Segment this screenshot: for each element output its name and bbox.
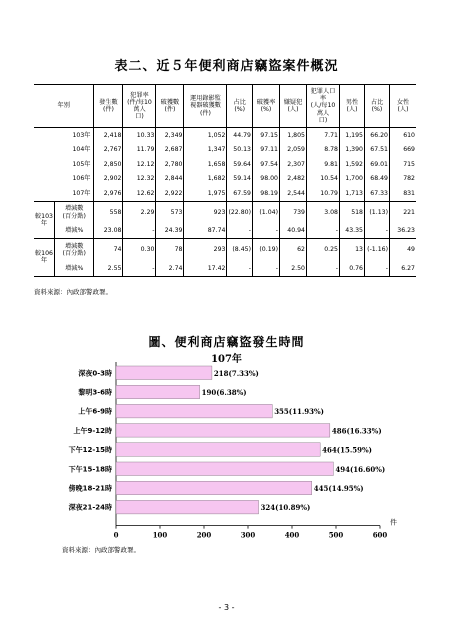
x-tick-label: 500 [328,530,344,540]
category-label: 下午12-15時 [68,446,112,455]
table-cell: 66.20 [365,128,390,143]
table-cell: 610 [390,128,417,143]
category-label: 上午9-12時 [73,426,112,435]
table-title: 表二、近５年便利商店竊盜案件概況 [114,59,339,74]
bar [116,385,200,399]
table-cell: 1,592 [340,157,365,172]
bar [116,443,320,457]
table-cell: 78 [156,239,184,262]
table-cell: (0.19) [253,239,280,262]
group-label: 較103 年 [34,201,55,239]
table-cell: 59.14 [227,172,253,187]
table-cell: 98.19 [253,186,280,201]
table-cell: 87.74 [184,224,227,239]
data-label: 445(14.95%) [313,483,364,493]
x-tick-label: 600 [372,530,388,540]
row-label: 106年 [72,175,91,183]
bar [116,424,330,438]
table-cell: 2,767 [94,143,123,158]
table-cell: 44.79 [227,128,253,143]
table-cell: 17.42 [184,261,227,276]
bar [116,462,333,476]
table-cell: 221 [390,201,417,224]
table-cell: - [365,261,390,276]
table-cell: 67.51 [365,143,390,158]
table-cell: 98.00 [253,172,280,187]
table-cell: - [253,261,280,276]
data-label: 464(15.59%) [322,445,372,455]
table-cell: 782 [390,172,417,187]
table-cell: 0.25 [307,239,340,262]
table-cell: 12.12 [123,157,156,172]
x-tick-label: 400 [284,530,300,540]
table-cell: 715 [390,157,417,172]
category-label: 下午15-18時 [68,465,112,474]
x-unit-label: 件 [390,518,397,527]
table-cell: - [253,224,280,239]
data-label: 324(10.89%) [260,503,311,513]
table-cell: 97.11 [253,143,280,158]
table-cell: 1,390 [340,143,365,158]
bar [116,500,259,514]
table-cell: - [227,261,253,276]
table-cell: 923 [184,201,227,224]
table-cell: 74 [94,239,123,262]
table-cell: 23.08 [94,224,123,239]
table-cell: (1.13) [365,201,390,224]
table-cell: 2,780 [156,157,184,172]
chart-source: 資料來源：內政部警政署。 [62,546,140,554]
table-cell: 10.33 [123,128,156,143]
category-label: 上午6-9時 [78,407,112,416]
table-cell: - [307,224,340,239]
table-cell: - [123,261,156,276]
table-cell: 2,922 [156,186,184,201]
table-cell: 2,976 [94,186,123,201]
x-tick-label: 300 [240,530,256,540]
table-cell: 1,713 [340,186,365,201]
table-cell: - [123,224,156,239]
table-cell: 68.49 [365,172,390,187]
column-header: 男性 (人) [340,85,365,128]
row-label: 107年 [72,189,91,197]
table-cell: 11.79 [123,143,156,158]
table-cell: 2,349 [156,128,184,143]
column-header: 發生數 (件) [94,85,123,128]
bar [116,404,272,418]
row-label: 105年 [72,160,91,168]
data-label: 355(11.93%) [274,407,325,417]
table-cell: (-1.16) [365,239,390,262]
column-header: 破獲率 (%) [253,85,280,128]
data-label: 190(6.38%) [201,387,247,397]
table-cell: 0.30 [123,239,156,262]
row-label: 增減數 (百分點) [55,201,94,224]
table-cell: (1.04) [253,201,280,224]
column-header: 犯罪人口率 (人/每10萬人 口) [307,85,340,128]
data-label: 494(16.60%) [335,464,386,474]
table-cell: 1,052 [184,128,227,143]
row-label: 增減% [55,224,94,239]
table-cell: 40.94 [280,224,307,239]
table-cell: - [307,261,340,276]
table-cell: 1,347 [184,143,227,158]
category-label: 黎明3-6時 [78,388,112,397]
table-cell: 2.29 [123,201,156,224]
table-cell: 10.79 [307,186,340,201]
table-cell: 97.54 [253,157,280,172]
data-label: 218(7.33%) [213,368,259,378]
column-header: 犯罪率 (件/每10萬人 口) [123,85,156,128]
row-label: 103年 [34,128,94,143]
table-cell: 2,850 [94,157,123,172]
table-cell: 558 [94,201,123,224]
table-cell: 59.64 [227,157,253,172]
table-cell: 1,195 [340,128,365,143]
table-cell: 6.27 [390,261,417,276]
table-cell: 3.08 [307,201,340,224]
page-number: - 3 - [218,603,235,612]
row-label: 增減% [55,261,94,276]
table-cell: 2,482 [280,172,307,187]
table-cell: 7.71 [307,128,340,143]
group-label: 較106 年 [34,239,55,277]
category-label: 深夜0-3時 [78,369,112,378]
table-cell: 8.78 [307,143,340,158]
table-cell: 669 [390,143,417,158]
x-tick-label: 0 [113,530,119,540]
table-cell: 739 [280,201,307,224]
x-tick-label: 100 [152,530,168,540]
column-header: 運用錄影監 視器破獲數 (件) [184,85,227,128]
table-source: 資料來源：內政部警政署。 [34,288,112,296]
table-cell: 43.35 [340,224,365,239]
table-cell: 2.74 [156,261,184,276]
table-cell: 0.76 [340,261,365,276]
table-cell: - [227,224,253,239]
table-cell: 10.54 [307,172,340,187]
table-cell: (22.80) [227,201,253,224]
table-cell: 831 [390,186,417,201]
table-cell: 97.15 [253,128,280,143]
table-cell: 69.01 [365,157,390,172]
table-cell: 1,700 [340,172,365,187]
table-cell: 1,975 [184,186,227,201]
table-cell: 1,658 [184,157,227,172]
table-cell: 1,682 [184,172,227,187]
table-cell: 62 [280,239,307,262]
column-header: 年別 [34,85,94,128]
table-cell: 13 [340,239,365,262]
table-cell: 36.23 [390,224,417,239]
table-cell: 2.55 [94,261,123,276]
column-header: 女性 (人) [390,85,417,128]
table-cell: 67.59 [227,186,253,201]
table-cell: 24.39 [156,224,184,239]
bar [116,366,212,380]
chart-subtitle: 107年 [211,354,242,365]
row-label: 104年 [72,146,91,154]
table-cell: 2,902 [94,172,123,187]
chart-title: 圖、便利商店竊盜發生時間 [148,335,305,349]
table-cell: 2.50 [280,261,307,276]
table-cell: 50.13 [227,143,253,158]
column-header: 破獲數 (件) [156,85,184,128]
bar [116,481,312,495]
table-cell: 518 [340,201,365,224]
table-cell: (8.45) [227,239,253,262]
column-header: 占比 (%) [227,85,253,128]
table-cell: 2,544 [280,186,307,201]
table-cell: 2,687 [156,143,184,158]
table-cell: 12.62 [123,186,156,201]
row-label: 增減數 (百分點) [55,239,94,262]
table-cell: 573 [156,201,184,224]
table-cell: 49 [390,239,417,262]
table-cell: 2,307 [280,157,307,172]
column-header: 嫌疑犯 (人) [280,85,307,128]
table-cell: 67.33 [365,186,390,201]
table-cell: - [365,224,390,239]
column-header: 占比 (%) [365,85,390,128]
table-cell: 2,418 [94,128,123,143]
table-cell: 293 [184,239,227,262]
data-label: 486(16.33%) [331,426,382,436]
category-label: 深夜21-24時 [68,503,112,512]
table-cell: 12.32 [123,172,156,187]
table-cell: 9.81 [307,157,340,172]
table-cell: 2,844 [156,172,184,187]
x-tick-label: 200 [196,530,212,540]
table-cell: 2,059 [280,143,307,158]
category-label: 傍晚18-21時 [68,484,112,493]
table-cell: 1,805 [280,128,307,143]
